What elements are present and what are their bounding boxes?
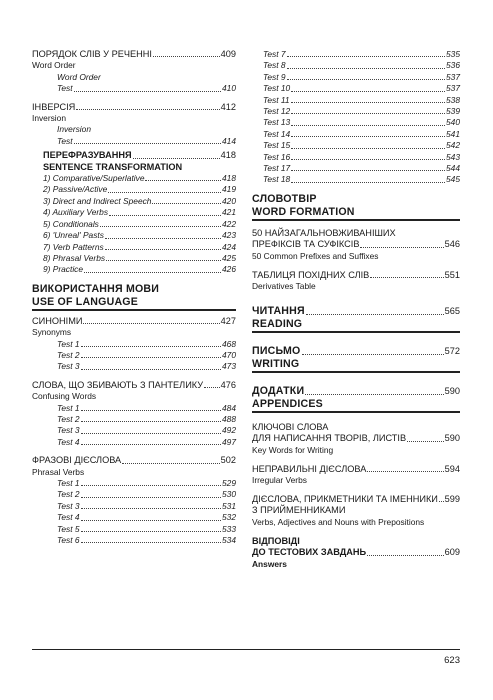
toc-right-column: [252, 49, 460, 570]
dot-leader: [81, 508, 222, 509]
toc-subentry: Inversion: [57, 124, 91, 135]
toc-test-entry[interactable]: Test 410: [57, 83, 236, 94]
paraphrasing-items: [32, 173, 236, 276]
dot-leader: [81, 497, 222, 498]
toc-test-entry[interactable]: Test 18 545: [263, 174, 460, 185]
toc-entry-paraphrasing[interactable]: ПЕРЕФРАЗУВАННЯ 418: [43, 150, 236, 161]
dot-leader: [291, 91, 445, 92]
toc-entry-word-order[interactable]: ПОРЯДОК СЛІВ У РЕЧЕННІ 409: [32, 49, 236, 59]
toc-test-entry[interactable]: Test 3 531: [57, 500, 236, 511]
toc-entry-prepositions[interactable]: ДІЄСЛОВА, ПРИКМЕТНИКИ ТА ІМЕННИКИ 599: [252, 493, 460, 504]
dot-leader: [287, 56, 446, 57]
toc-test-entry[interactable]: Test 6 534: [57, 535, 236, 546]
toc-test-entry[interactable]: Test 414: [57, 135, 236, 146]
dot-leader: [84, 272, 221, 273]
toc-paraphrasing-item[interactable]: 6) 'Unreal' Pasts 423: [43, 230, 236, 241]
dot-leader: [145, 180, 221, 181]
toc-entry-phrasal-verbs[interactable]: ФРАЗОВІ ДІЄСЛОВА 502: [32, 455, 236, 466]
toc-left-column: [32, 49, 236, 546]
toc-test-entry[interactable]: Test 13 540: [263, 117, 460, 128]
toc-paraphrasing-item[interactable]: 4) Auxiliary Verbs 421: [43, 207, 236, 218]
phrasal-tests-continued: [252, 49, 460, 186]
section-heading-use-of-language-en: USE OF LANGUAGE: [32, 296, 236, 311]
toc-entry-keywords-line1: КЛЮЧОВІ СЛОВА: [252, 421, 329, 432]
toc-test-entry[interactable]: Test 4 497: [57, 436, 236, 447]
toc-paraphrasing-item[interactable]: 9) Practice 426: [43, 264, 236, 275]
toc-entry-en: Key Words for Writing: [252, 445, 334, 456]
toc-test-entry[interactable]: Test 14 541: [263, 128, 460, 139]
dot-leader: [81, 357, 222, 358]
toc-subentry: Word Order: [57, 71, 101, 82]
toc-entry-en: Verbs, Adjectives and Nouns with Prepositions: [252, 517, 425, 527]
toc-entry-en: Inversion: [32, 113, 66, 124]
toc-entry-en-heading: SENTENCE TRANSFORMATION: [43, 161, 183, 172]
dot-leader: [109, 215, 221, 216]
dot-leader: [291, 136, 445, 137]
toc-entry-prepositions-line2: З ПРИЙМЕННИКАМИ: [252, 505, 346, 516]
toc-entry-inversion[interactable]: ІНВЕРСІЯ 412: [32, 101, 236, 112]
toc-entry-answers-line1: ВІДПОВІДІ: [252, 535, 300, 546]
toc-entry-en: Derivatives Table: [252, 281, 316, 292]
dot-leader: [291, 170, 445, 171]
dot-leader: [291, 125, 445, 126]
toc-entry-answers[interactable]: ДО ТЕСТОВИХ ЗАВДАНЬ 609: [252, 547, 460, 558]
dot-leader: [105, 249, 221, 250]
toc-entry-derivatives[interactable]: ТАБЛИЦЯ ПОХІДНИХ СЛІВ 551: [252, 269, 460, 280]
toc-test-entry[interactable]: Test 8 536: [263, 60, 460, 71]
toc-entry-irregular-verbs[interactable]: НЕПРАВИЛЬНІ ДІЄСЛОВА 594: [252, 463, 460, 474]
dot-leader: [81, 346, 222, 347]
section-heading-word-formation-ua: СЛОВОТВІР: [252, 192, 317, 205]
toc-test-entry[interactable]: Test 2 530: [57, 489, 236, 500]
section-heading-reading-en: READING: [252, 318, 460, 333]
dot-leader: [81, 444, 222, 445]
toc-test-entry[interactable]: Test 17 544: [263, 163, 460, 174]
dot-leader: [81, 542, 222, 543]
dot-leader: [81, 485, 222, 486]
dot-leader: [152, 203, 221, 204]
toc-entry-en: Confusing Words: [32, 391, 97, 402]
section-heading-word-formation-en: WORD FORMATION: [252, 206, 460, 221]
section-heading-appendices-en: APPENDICES: [252, 398, 460, 413]
dot-leader: [291, 148, 445, 149]
toc-test-entry[interactable]: Test 1 529: [57, 478, 236, 488]
section-heading-use-of-language-ua: ВИКОРИСТАННЯ МОВИ: [32, 282, 160, 295]
toc-entry-reading[interactable]: ЧИТАННЯ 565: [252, 304, 460, 317]
toc-test-entry[interactable]: Test 3 473: [57, 361, 236, 372]
dot-leader: [81, 410, 222, 411]
toc-test-entry[interactable]: Test 4 532: [57, 512, 236, 523]
toc-entry-synonyms[interactable]: СИНОНІМИ 427: [32, 315, 236, 326]
toc-entry-writing[interactable]: ПИСЬМО 572: [252, 344, 460, 357]
dot-leader: [106, 260, 221, 261]
dot-leader: [81, 433, 222, 434]
toc-entry-en: 50 Common Prefixes and Suffixes: [252, 251, 379, 262]
confusing-tests: [32, 403, 236, 449]
dot-leader: [100, 226, 221, 227]
toc-entry-en: Answers: [252, 558, 287, 569]
toc-test-entry[interactable]: Test 11 538: [263, 94, 460, 105]
toc-entry-en: Synonyms: [32, 327, 72, 338]
toc-entry-en: Irregular Verbs: [252, 475, 307, 486]
toc-entry-prefixes-line1: 50 НАЙЗАГАЛЬНОВЖИВАНІШИХ: [252, 227, 396, 238]
dot-leader: [81, 531, 222, 532]
dot-leader: [291, 113, 445, 114]
toc-test-entry[interactable]: Test 15 542: [263, 140, 460, 151]
section-heading-writing-en: WRITING: [252, 358, 460, 373]
toc-test-entry[interactable]: Test 1 468: [57, 338, 236, 349]
dot-leader: [291, 102, 445, 103]
toc-test-entry[interactable]: Test 7 535: [263, 49, 460, 59]
dot-leader: [81, 421, 222, 422]
toc-paraphrasing-item[interactable]: 5) Conditionals 422: [43, 218, 236, 229]
dot-leader: [105, 238, 221, 239]
toc-test-entry[interactable]: Test 16 543: [263, 151, 460, 162]
toc-paraphrasing-item[interactable]: 8) Phrasal Verbs 425: [43, 252, 236, 263]
toc-entry-appendices[interactable]: ДОДАТКИ 590: [252, 384, 460, 397]
toc-entry-prefixes[interactable]: ПРЕФІКСІВ ТА СУФІКСІВ 546: [252, 239, 460, 250]
toc-test-entry[interactable]: Test 9 537: [263, 71, 460, 82]
toc-test-entry[interactable]: Test 2 488: [57, 413, 236, 424]
dot-leader: [287, 79, 446, 80]
phrasal-tests: [32, 478, 236, 546]
synonyms-tests: [32, 339, 236, 373]
toc-test-entry[interactable]: Test 12 539: [263, 106, 460, 117]
toc-test-entry[interactable]: Test 1 484: [57, 402, 236, 413]
toc-test-entry[interactable]: Test 5 533: [57, 523, 236, 534]
dot-leader: [291, 159, 445, 160]
dot-leader: [81, 520, 222, 521]
dot-leader: [287, 68, 446, 69]
toc-test-entry[interactable]: Test 10 537: [263, 83, 460, 94]
dot-leader: [291, 182, 445, 183]
toc-paraphrasing-item[interactable]: 3) Direct and Indirect Speech 420: [43, 195, 236, 206]
toc-test-entry[interactable]: Test 3 492: [57, 425, 236, 436]
page-number: 623: [444, 655, 460, 666]
toc-paraphrasing-item[interactable]: 2) Passive/Active 419: [43, 184, 236, 195]
toc-entry-keywords[interactable]: ДЛЯ НАПИСАННЯ ТВОРІВ, ЛИСТІВ 590: [252, 433, 460, 444]
toc-entry-en: Word Order: [32, 60, 76, 71]
toc-test-entry[interactable]: Test 2 470: [57, 349, 236, 360]
toc-paraphrasing-item[interactable]: 7) Verb Patterns 424: [43, 241, 236, 252]
dot-leader: [81, 369, 222, 370]
toc-entry-en: Phrasal Verbs: [32, 466, 85, 477]
footer-rule: [32, 649, 460, 650]
toc-paraphrasing-item[interactable]: 1) Comparative/Superlative 418: [43, 173, 236, 184]
toc-entry-confusing-words[interactable]: СЛОВА, ЩО ЗБИВАЮТЬ З ПАНТЕЛИКУ 476: [32, 379, 236, 390]
dot-leader: [108, 192, 221, 193]
